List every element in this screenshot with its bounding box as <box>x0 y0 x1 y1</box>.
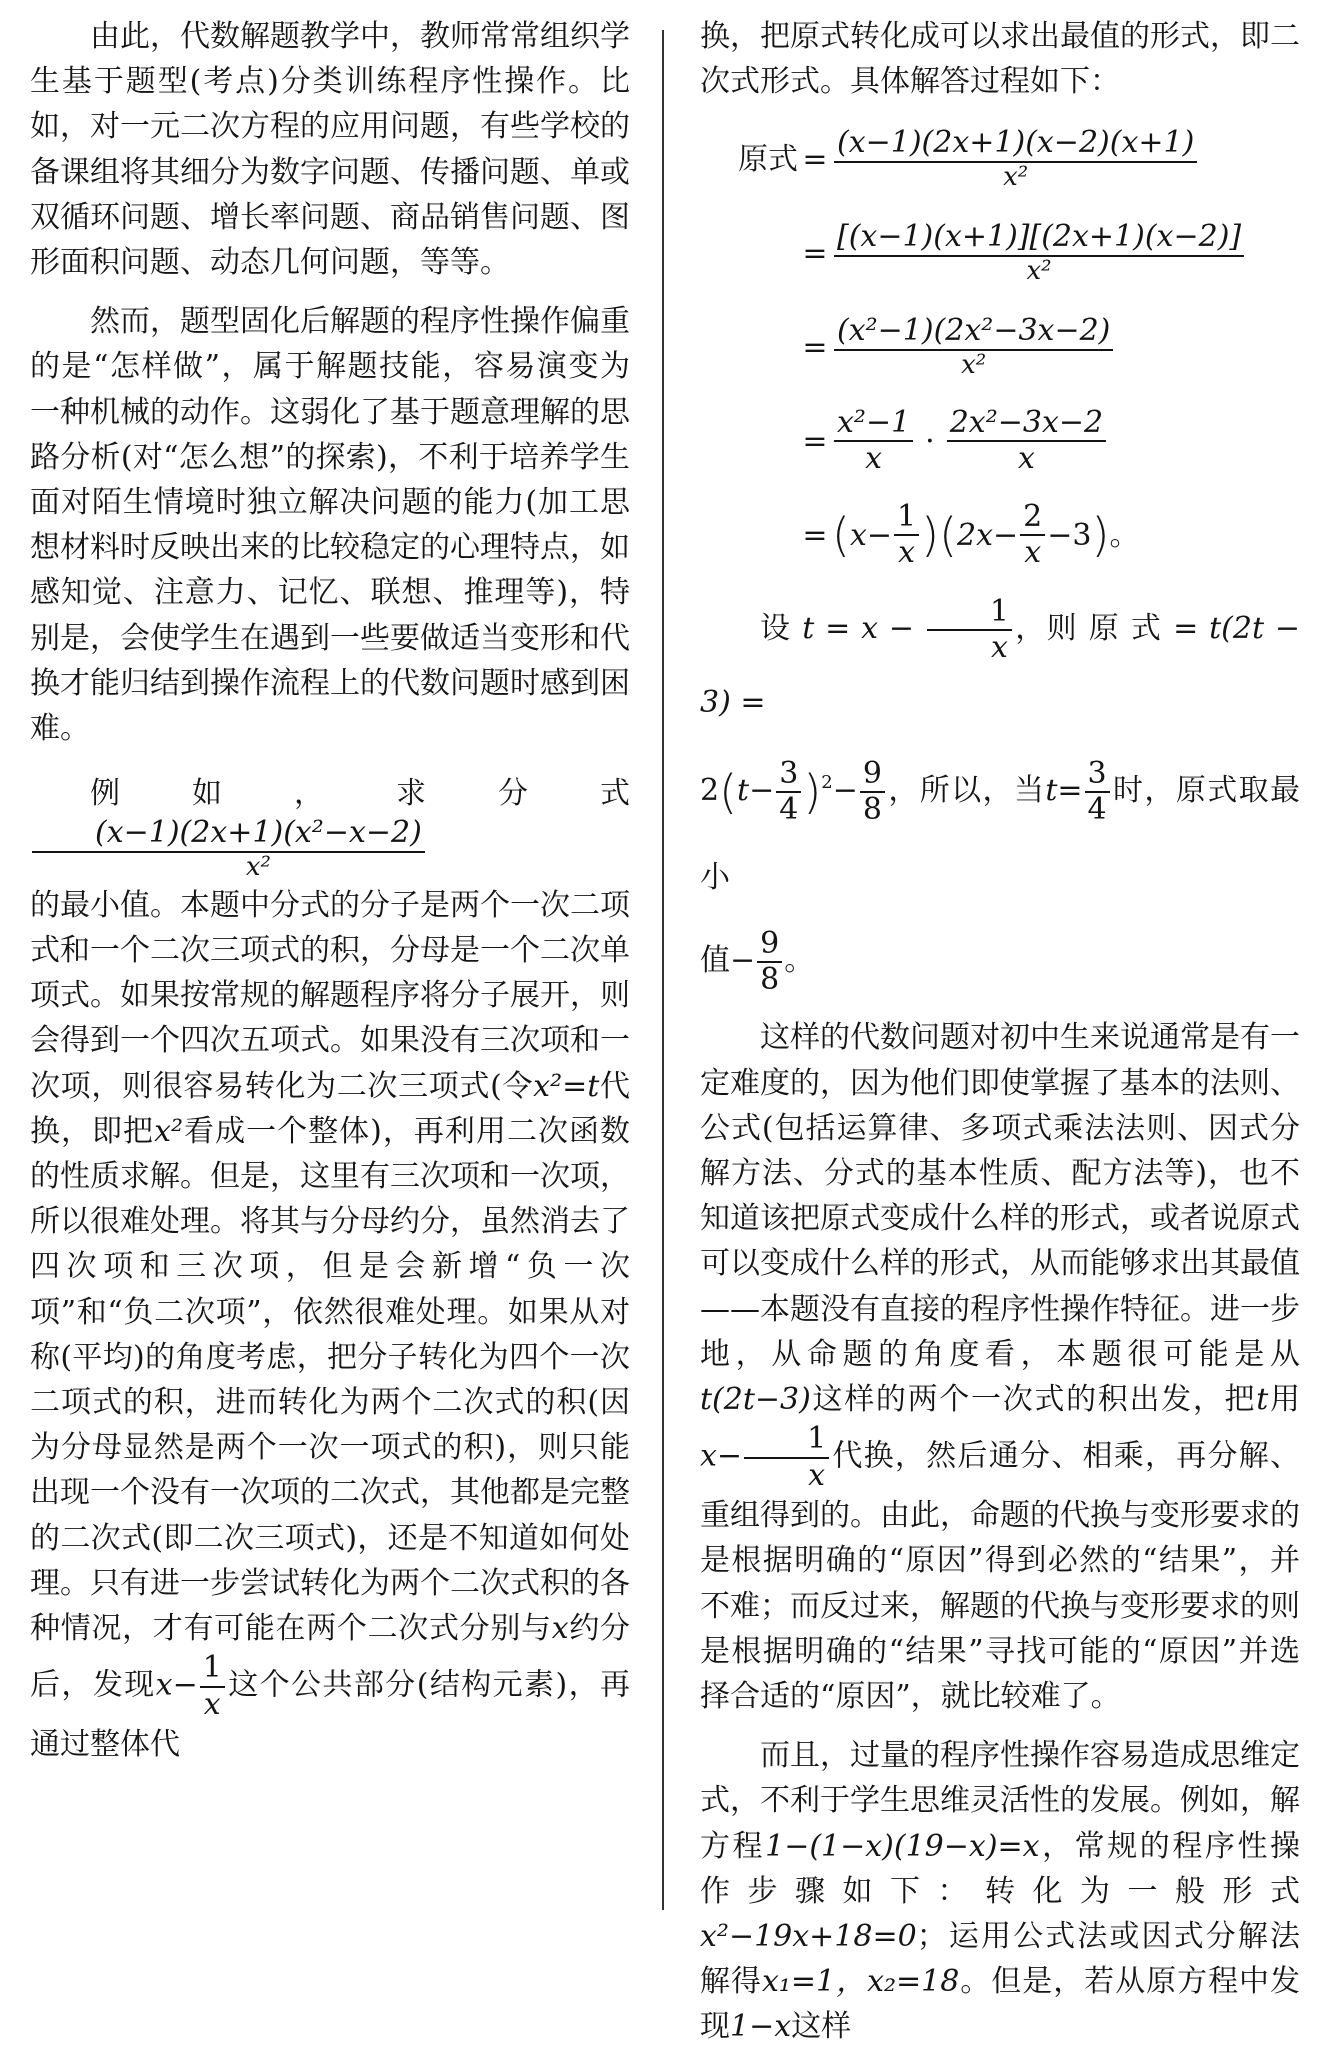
left-paren: ( <box>939 507 958 562</box>
equals-sign: = <box>802 329 828 365</box>
equals-sign: = <box>802 517 828 553</box>
math: −3 <box>1047 517 1092 553</box>
right-paren: ) <box>803 765 822 820</box>
fraction-denominator: x² <box>961 349 987 380</box>
math: x− <box>155 1667 198 1703</box>
text: 约分后，发现 <box>30 1611 631 1703</box>
text: 代换，然后通分、相乘，再分解、重组得到的。由此，命题的代换与变形要求的是根据明确的“原因”得到必然的“结果”，并不难；而反过来，解题的代换与变形要求的则是根据明确的“结果”寻找可能的“原因”并选择合适的“原因”，就比较难了。 <box>700 1438 1300 1715</box>
equation-row <box>700 112 1300 206</box>
fraction <box>1085 757 1110 828</box>
text: ，所以，当 <box>886 773 1046 809</box>
fraction-denominator: x <box>203 1686 221 1722</box>
paragraph: 由此，代数解题教学中，教师常常组织学生基于题型(考点)分类训练程序性操作。比如，对一元二次方程的应用问题，有些学校的备课组将其细分为数字问题、传播问题、单或双循环问题、增长率问题、商品销售问题、图形面积问题、动态几何问题，等等。 <box>30 19 630 281</box>
text: 代换，即把 <box>30 1068 630 1149</box>
fraction <box>834 406 913 477</box>
math: x− <box>849 517 893 553</box>
text: ；运用公式法或因式分解法解得 <box>700 1919 1300 2000</box>
text: 。 <box>784 943 815 979</box>
equals-sign: = <box>802 235 828 271</box>
equals-sign: = <box>802 423 828 459</box>
fraction <box>757 927 782 998</box>
paragraph-substitution <box>700 592 1300 740</box>
fraction-denominator: x² <box>1003 161 1029 192</box>
fraction-numerator: 9 <box>860 757 885 794</box>
fraction-denominator: x <box>898 535 916 571</box>
text: 时，原式取最小 <box>700 773 1300 896</box>
math: x²−19x+18=0 <box>700 1919 917 1955</box>
text: 值− <box>700 943 756 979</box>
math: t = x − <box>802 611 914 647</box>
paragraph: 然而，题型固化后解题的程序性操作偏重的是“怎样做”，属于解题技能，容易演变为一种机械的动作。这弱化了基于题意理解的思路分析(对“怎么想”的探索)，不利于培养学生面对陌生情境时独立解决问题的能力(加工思想材料时反映出来的比较稳定的心理特点，如感知觉、注意力、记忆、联想、推理等)，特别是，会使学生在遇到一些要做适当变形和代换才能归结到操作流程上的代数问题时感到困难。 <box>30 304 630 747</box>
math: 1−x <box>730 2009 792 2045</box>
math: 1−(1−x)(19−x)=x <box>765 1828 1040 1864</box>
equals-sign: = <box>802 141 828 177</box>
fraction-denominator: x² <box>245 851 271 882</box>
fraction-numerator: 9 <box>757 927 782 964</box>
fraction-numerator: [(x−1)(x+1)][(2x+1)(x−2)] <box>834 220 1244 257</box>
text: 看成一个整体)，再利用二次函数的性质求解。但是，这里有三次项和一次项，所以很难处理。将其与分母约分，虽然消去了四次项和三次项，但是会新增“负一次项”和“负二次项”，依然很难处理。如果从对称(平均)的角度考虑，把分子转化为四个一次二项式的积，进而转化为两个二次式的积(因为分母显然是两个一次一项式的积)，则只能出现一个没有一次项的二次式，其他都是完整的二次式(即二次三项式)，还是不知道如何处理。只有进一步尝试转化为两个二次式积的各种情况，才有可能在两个二次式分别与 <box>30 1113 630 1647</box>
math: x₁=1，x₂=18 <box>761 1964 960 2000</box>
right-paren: ) <box>1091 507 1110 562</box>
fraction-denominator: x <box>808 1457 826 1493</box>
paragraph <box>700 1015 1300 1719</box>
fraction <box>1020 500 1045 571</box>
fraction-numerator: 1 <box>200 1651 225 1688</box>
left-paren: ( <box>719 765 738 820</box>
fraction-denominator: x² <box>1026 255 1052 286</box>
math: x <box>551 1611 569 1647</box>
fraction-numerator: 1 <box>894 500 919 537</box>
equation-row <box>700 300 1300 394</box>
right-paren: ) <box>921 507 940 562</box>
equation-row <box>700 488 1300 582</box>
fraction-denominator: x <box>990 630 1008 666</box>
math: x− <box>700 1438 743 1474</box>
math: t− <box>737 773 775 809</box>
text: 的最小值。本题中分式的分子是两个一次二项式和一个二次三项式的积，分母是一个二次单项式。如果按常规的解题程序将分子展开，则会得到一个四次五项式。如果没有三次项和一次项，则很容易转化为二次三项式(令 <box>30 887 630 1104</box>
text: 而且，过量的程序性操作容易造成思维定式，不利于学生思维灵活性的发展。例如，解方程 <box>700 1738 1300 1864</box>
fraction <box>860 757 885 828</box>
math: t <box>1256 1382 1269 1418</box>
fraction-numerator: 3 <box>1085 757 1110 794</box>
derivation <box>700 112 1300 582</box>
text: ，则 原 式 = <box>1013 611 1199 647</box>
fraction-numerator: 1 <box>927 595 1012 632</box>
text: 这样的代数问题对初中生来说通常是有一定难度的，因为他们即使掌握了基本的法则、公式(包括运算律、多项式乘法法则、因式分解方法、分式的基本性质、配方法等)，也不知道该把原式变成什么样的形式，或者说原式可以变成什么样的形式，从而能够求出其最值——本题没有直接的程序性操作特征。进一步地，从命题的角度看，本题很可能是从 <box>700 1020 1300 1372</box>
fraction-numerator: (x−1)(2x+1)(x−2)(x+1) <box>834 126 1197 163</box>
text: ，常规的程序性操作步骤如下：转化为一般形式 <box>700 1828 1301 1909</box>
equation-label: 原式 <box>738 141 798 177</box>
fraction <box>927 595 1012 666</box>
fraction-numerator: 3 <box>776 757 801 794</box>
fraction-numerator: (x²−1)(2x²−3x−2) <box>834 314 1113 351</box>
fraction-denominator: 8 <box>862 792 882 828</box>
exponent: 2 <box>821 772 833 794</box>
math: t(2t − 3) = <box>700 611 1301 721</box>
fraction <box>894 500 919 571</box>
paragraph-min <box>700 921 1300 1001</box>
math: x² <box>154 1113 184 1149</box>
left-column <box>30 14 630 1768</box>
fraction-denominator: x <box>865 441 883 477</box>
fraction-numerator: 1 <box>744 1422 829 1459</box>
fraction-denominator: x <box>1024 535 1042 571</box>
fraction-numerator: (x−1)(2x+1)(x²−x−2) <box>32 816 425 853</box>
fraction-numerator: 2x²−3x−2 <box>947 406 1106 443</box>
fraction-denominator: x <box>1017 441 1035 477</box>
math: 2 <box>700 773 720 809</box>
math: t(2t−3) <box>700 1382 811 1418</box>
fraction-numerator: 2 <box>1020 500 1045 537</box>
fraction-numerator: x²−1 <box>834 406 913 443</box>
text: 设 <box>760 611 792 647</box>
fraction <box>200 1651 225 1722</box>
text: 用 <box>1268 1382 1301 1418</box>
fraction-denominator: 4 <box>779 792 799 828</box>
fraction <box>947 406 1106 477</box>
equation-row <box>700 206 1300 300</box>
fraction <box>834 314 1113 380</box>
math: 2x− <box>957 517 1019 553</box>
paragraph-continued: 换，把原式转化成可以求出最值的形式，即二次式形式。具体解答过程如下： <box>700 19 1300 100</box>
dot-operator: · <box>925 423 935 459</box>
paragraph-square <box>700 740 1300 921</box>
fraction <box>834 126 1197 192</box>
fraction <box>32 816 425 882</box>
punctuation: 。 <box>1109 517 1140 553</box>
text: 这个公共部分(结构元素)，再通过整体代 <box>30 1667 630 1763</box>
text: 这样的两个一次式的积出发，把 <box>810 1382 1257 1418</box>
paragraph <box>700 1733 1300 2049</box>
text: 这样 <box>791 2009 852 2045</box>
fraction <box>834 220 1244 286</box>
equation-row <box>700 394 1300 488</box>
left-paren: ( <box>832 507 850 562</box>
fraction <box>776 757 801 828</box>
fraction <box>744 1422 829 1493</box>
math: t= <box>1045 773 1083 809</box>
math: x²=t <box>533 1068 600 1104</box>
paragraph-example <box>30 771 630 883</box>
paragraph-continued <box>30 883 630 1768</box>
column-divider <box>662 30 664 1910</box>
fraction-denominator: 8 <box>760 962 780 998</box>
math: − <box>832 773 858 809</box>
fraction-denominator: 4 <box>1087 792 1107 828</box>
right-column <box>700 14 1300 2050</box>
text: 例如，求分式 <box>90 776 630 812</box>
text: 。但是，若从原方程中发现 <box>700 1964 1301 2045</box>
